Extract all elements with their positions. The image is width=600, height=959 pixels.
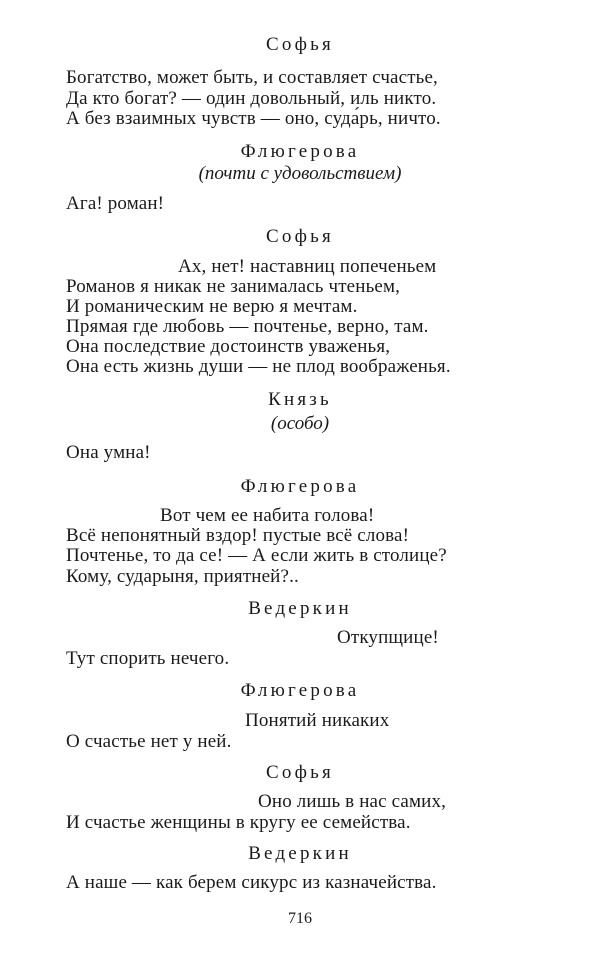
verse-line: Она есть жизнь души — не плод воображенья. [66,356,451,377]
verse-line: Ах, нет! наставниц попеченьем [178,256,437,277]
verse-line: Да кто богат? — один довольный, иль никто. [66,88,437,109]
speaker-name: Софья [266,226,334,247]
speaker-name: Ведеркин [248,598,352,619]
verse-line: Понятий никаких [245,710,390,731]
speaker-name: Ведеркин [248,843,352,864]
verse-line: И романическим не верю я мечтам. [66,296,358,317]
verse-line: И счастье женщины в кругу ее семейства. [66,812,411,833]
verse-line: Кому, сударыня, приятней?.. [66,566,299,587]
verse-line: А наше — как берем сикурс из казначейства. [66,872,437,893]
stage-direction: (особо) [270,413,330,434]
page-number: 716 [288,910,312,927]
verse-line: Прямая где любовь — почтенье, верно, там. [66,316,429,337]
speaker-name: Князь [268,389,332,410]
verse-line: Она последствие достоинств уваженья, [66,336,391,357]
verse-line: Почтенье, то да се! — А если жить в столице? [66,545,447,566]
verse-line: Вот чем ее набита голова! [160,505,375,526]
verse-line: Тут спорить нечего. [66,648,230,669]
speaker-name: Флюгерова [240,680,360,701]
verse-line: А без взаимных чувств — оно, суда́рь, ничто. [66,108,441,129]
verse-line: О счастье нет у ней. [66,731,232,752]
verse-line: Романов я никак не занималась чтеньем, [66,276,401,297]
speaker-name: Флюгерова [240,476,360,497]
verse-line: Богатство, может быть, и составляет счастье, [66,67,438,88]
speaker-name: Софья [266,34,334,55]
verse-line: Всё непонятный вздор! пустые всё слова! [66,525,410,546]
verse-line: Откупщице! [337,627,439,648]
verse-line: Ага! роман! [66,193,165,214]
speaker-name: Софья [266,762,334,783]
verse-line: Она умна! [66,442,151,463]
stage-direction: (почти с удовольствием) [198,163,402,184]
verse-line: Оно лишь в нас самих, [258,791,447,812]
speaker-name: Флюгерова [240,141,360,162]
